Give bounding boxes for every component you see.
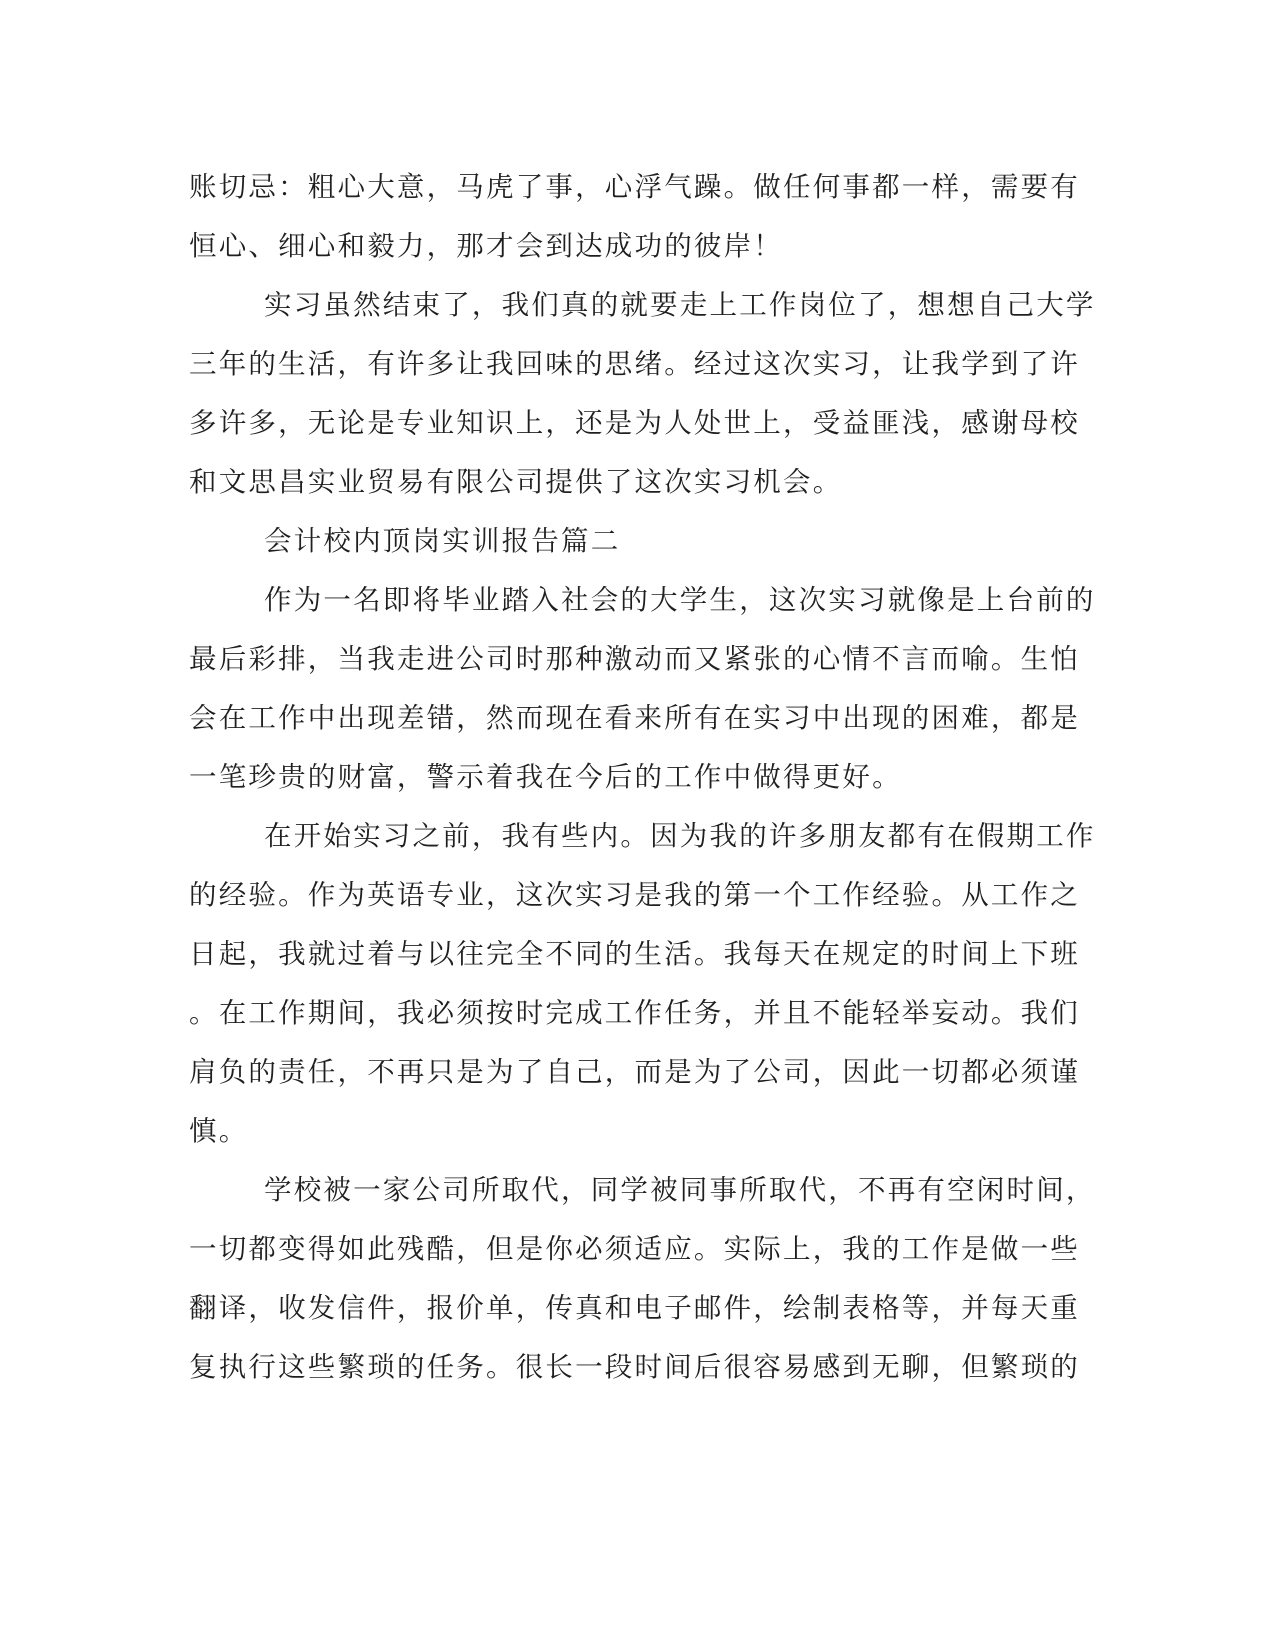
text-line: 的经验。作为英语专业，这次实习是我的第一个工作经验。从工作之 (189, 879, 1080, 911)
text-line: 会在工作中出现差错，然而现在看来所有在实习中出现的困难，都是 (189, 702, 1080, 734)
text-line: 三年的生活，有许多让我回味的思绪。经过这次实习，让我学到了许 (189, 348, 1080, 380)
text-line: 和文思昌实业贸易有限公司提供了这次实习机会。 (189, 466, 843, 498)
text-line: 恒心、细心和毅力，那才会到达成功的彼岸！ (189, 230, 783, 262)
text-line: 日起，我就过着与以往完全不同的生活。我每天在规定的时间上下班 (189, 938, 1080, 970)
text-line: 账切忌：粗心大意，马虎了事，心浮气躁。做任何事都一样，需要有 (189, 171, 1080, 203)
text-line: 学校被一家公司所取代，同学被同事所取代，不再有空闲时间， (264, 1174, 1096, 1206)
text-line: 复执行这些繁琐的任务。很长一段时间后很容易感到无聊，但繁琐的 (189, 1351, 1080, 1383)
text-line: 多许多，无论是专业知识上，还是为人处世上，受益匪浅，感谢母校 (189, 407, 1080, 439)
text-line: 一笔珍贵的财富，警示着我在今后的工作中做得更好。 (189, 761, 902, 793)
section-heading: 会计校内顶岗实训报告篇二 (264, 525, 621, 557)
text-line: 肩负的责任，不再只是为了自己，而是为了公司，因此一切都必须谨 (189, 1056, 1080, 1088)
text-line: 作为一名即将毕业踏入社会的大学生，这次实习就像是上台前的 (264, 584, 1096, 616)
text-line: 。在工作期间，我必须按时完成工作任务，并且不能轻举妄动。我们 (189, 997, 1080, 1029)
text-line: 最后彩排，当我走进公司时那种激动而又紧张的心情不言而喻。生怕 (189, 643, 1080, 675)
text-line: 翻译，收发信件，报价单，传真和电子邮件，绘制表格等，并每天重 (189, 1292, 1080, 1324)
text-line: 在开始实习之前，我有些内。因为我的许多朋友都有在假期工作 (264, 820, 1096, 852)
text-line: 慎。 (189, 1115, 249, 1147)
text-line: 一切都变得如此残酷，但是你必须适应。实际上，我的工作是做一些 (189, 1233, 1080, 1265)
text-line: 实习虽然结束了，我们真的就要走上工作岗位了，想想自己大学 (264, 289, 1096, 321)
